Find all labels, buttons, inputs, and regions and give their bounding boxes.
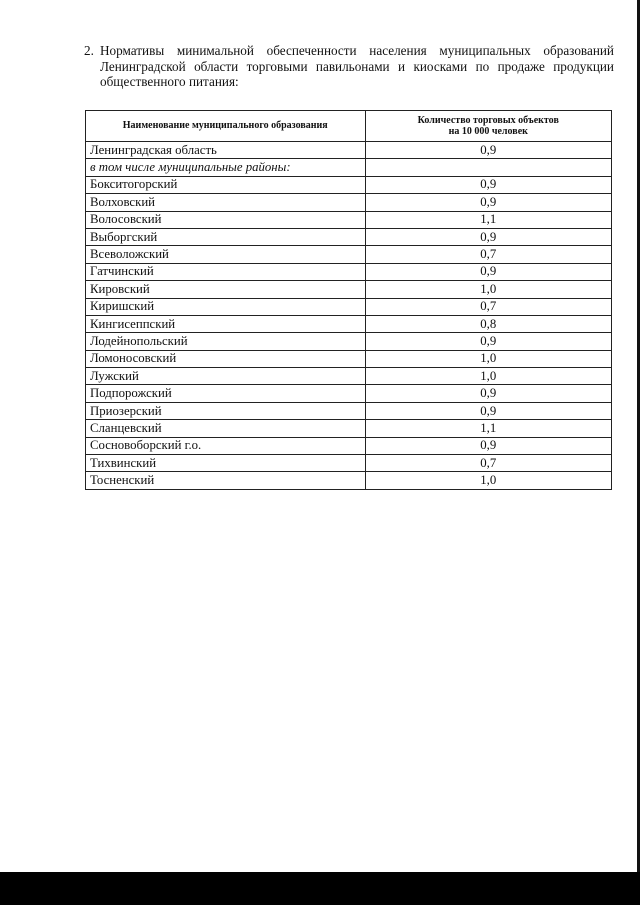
row-name: Гатчинский xyxy=(86,263,366,280)
row-value: 1,0 xyxy=(365,472,611,489)
row-name: Всеволожский xyxy=(86,246,366,263)
row-name: Приозерский xyxy=(86,402,366,419)
row-name: Сланцевский xyxy=(86,420,366,437)
table-row xyxy=(86,333,612,350)
row-value: 0,8 xyxy=(365,315,611,332)
table-row xyxy=(86,368,612,385)
row-value: 1,0 xyxy=(365,368,611,385)
row-value: 0,9 xyxy=(365,437,611,454)
row-value: 0,7 xyxy=(365,455,611,472)
row-name: Сосновоборский г.о. xyxy=(86,437,366,454)
row-value: 1,0 xyxy=(365,281,611,298)
header-value-line2: на 10 000 человек xyxy=(448,126,528,137)
norms-table xyxy=(85,110,612,490)
row-value: 1,0 xyxy=(365,350,611,367)
header-value xyxy=(365,111,611,142)
row-value: 1,1 xyxy=(365,420,611,437)
row-value: 0,7 xyxy=(365,298,611,315)
table-header-row xyxy=(86,111,612,142)
row-name: Киришский xyxy=(86,298,366,315)
table-row xyxy=(86,194,612,211)
table-row xyxy=(86,455,612,472)
table-row xyxy=(86,263,612,280)
row-name: Тосненский xyxy=(86,472,366,489)
heading-text: Нормативы минимальной обеспеченности населения муниципальных образований Ленинградской области торговыми павильонами и киосками по продаже продукции общественного питания: xyxy=(100,43,614,89)
header-name: Наименование муниципального образования xyxy=(86,111,366,142)
table-row xyxy=(86,350,612,367)
row-name: Лужский xyxy=(86,368,366,385)
row-name: Кингисеппский xyxy=(86,315,366,332)
table-row xyxy=(86,142,612,159)
row-name: Ломоносовский xyxy=(86,350,366,367)
row-value: 0,9 xyxy=(365,263,611,280)
row-value: 0,9 xyxy=(365,228,611,245)
table-row xyxy=(86,176,612,193)
row-name: Кировский xyxy=(86,281,366,298)
section-heading xyxy=(84,43,614,90)
table-row xyxy=(86,298,612,315)
table-row xyxy=(86,281,612,298)
table-row xyxy=(86,472,612,489)
row-value: 0,9 xyxy=(365,176,611,193)
row-value: 0,9 xyxy=(365,385,611,402)
row-value: 0,9 xyxy=(365,333,611,350)
table-row xyxy=(86,246,612,263)
row-value: 0,7 xyxy=(365,246,611,263)
header-value-line1: Количество торговых объектов xyxy=(417,114,559,126)
scan-bottom-band xyxy=(0,872,640,905)
row-name: в том числе муниципальные районы: xyxy=(86,159,366,176)
table-row xyxy=(86,315,612,332)
row-value xyxy=(365,159,611,176)
heading-number: 2. xyxy=(84,43,94,58)
row-value: 1,1 xyxy=(365,211,611,228)
table-row xyxy=(86,437,612,454)
table-row xyxy=(86,228,612,245)
row-name: Волховский xyxy=(86,194,366,211)
row-name: Лодейнопольский xyxy=(86,333,366,350)
row-value: 0,9 xyxy=(365,402,611,419)
row-name: Ленинградская область xyxy=(86,142,366,159)
row-name: Подпорожский xyxy=(86,385,366,402)
row-name: Выборгский xyxy=(86,228,366,245)
table-row xyxy=(86,402,612,419)
row-value: 0,9 xyxy=(365,142,611,159)
table-row xyxy=(86,385,612,402)
table-row xyxy=(86,211,612,228)
row-value: 0,9 xyxy=(365,194,611,211)
table-row xyxy=(86,420,612,437)
row-name: Бокситогорский xyxy=(86,176,366,193)
row-name: Тихвинский xyxy=(86,455,366,472)
table-row xyxy=(86,159,612,176)
row-name: Волосовский xyxy=(86,211,366,228)
